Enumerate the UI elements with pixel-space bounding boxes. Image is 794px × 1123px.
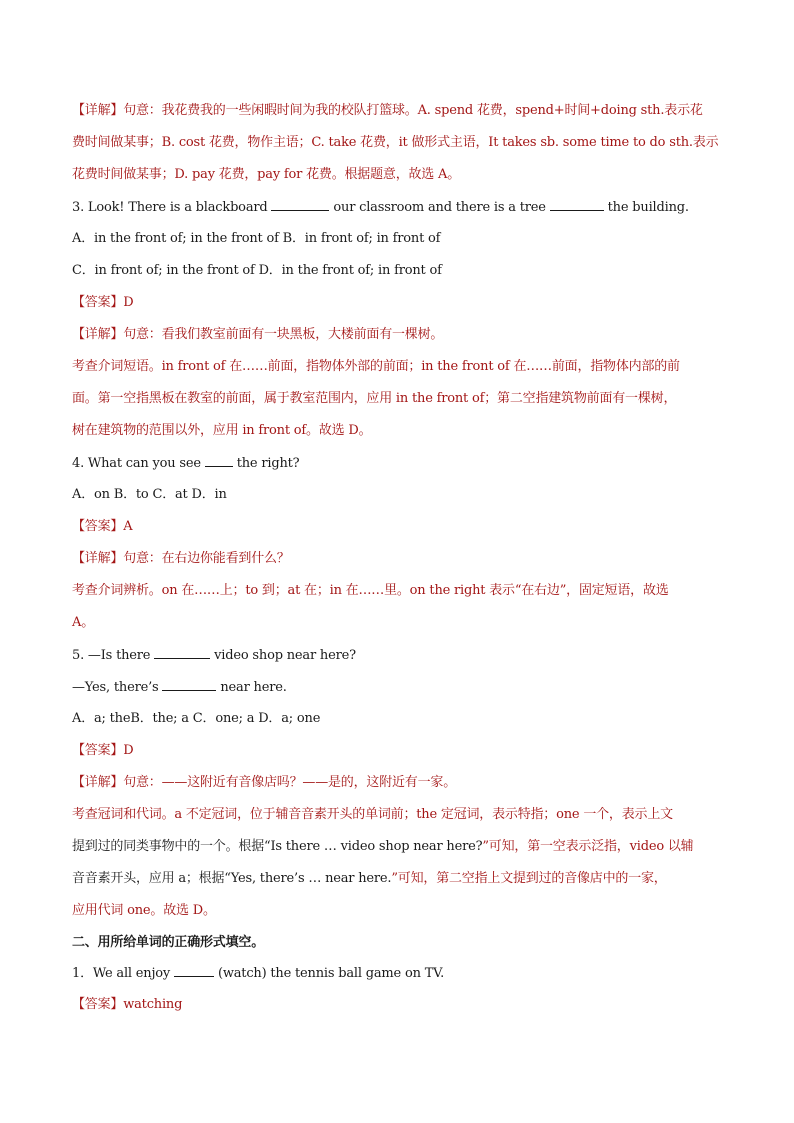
q2-detail-line-2: 费时间做某事；B. cost 花费，物作主语；C. take 花费，it 做形式主语，It takes sb. some time to do sth.表示 xyxy=(72,135,719,150)
q3-explain-2: 面。第一空指黑板在教室的前面，属于教室范围内，应用 in the front of；第二空指建筑物前面有一棵树， xyxy=(72,391,677,406)
q3-options-1: A．in the front of; in the front of B．in front of; in front of xyxy=(72,231,441,246)
q4-detail: 【详解】句意：在右边你能看到什么？ xyxy=(72,551,290,566)
q4-stem: 4. What can you see the right? xyxy=(72,456,300,471)
q2-detail-line-1: 【详解】句意：我花费我的一些闲暇时间为我的校队打篮球。A. spend 花费，spend+时间+doing sth.表示花 xyxy=(72,103,703,118)
q3-explain-3: 树在建筑物的范围以外，应用 in front of。故选 D。 xyxy=(72,423,372,438)
q5-stem-1: 5. —Is there video shop near here? xyxy=(72,648,356,663)
answer-blank xyxy=(154,646,210,659)
q3-stem: 3. Look! There is a blackboard our classroom and there is a tree the building. xyxy=(72,200,689,215)
answer-blank xyxy=(174,964,214,977)
q5-explain-3: 音音素开头，应用 a；根据“Yes, there’s … near here.”可知，第二空指上文提到过的音像店中的一家， xyxy=(72,871,667,886)
answer-blank xyxy=(205,454,233,467)
q5-explain-4: 应用代词 one。故选 D。 xyxy=(72,903,216,918)
q3-options-2: C．in front of; in the front of D．in the front of; in front of xyxy=(72,263,442,278)
answer-blank xyxy=(162,678,216,691)
answer-blank xyxy=(271,198,329,211)
q5-options: A．a; theB．the; a C．one; a D．a; one xyxy=(72,711,321,726)
q5-explain-1: 考查冠词和代词。a 不定冠词，位于辅音音素开头的单词前；the 定冠词，表示特指；one 一个，表示上文 xyxy=(72,807,673,822)
q3-answer: 【答案】D xyxy=(72,295,134,310)
q2-detail-line-3: 花费时间做某事；D. pay 花费，pay for 花费。根据题意，故选 A。 xyxy=(72,167,461,182)
q4-explain-1: 考查介词辨析。on 在……上；to 到；at 在；in 在……里。on the right 表示“在右边”，固定短语，故选 xyxy=(72,583,669,598)
q4-options: A．on B．to C．at D．in xyxy=(72,487,227,502)
detail-tag: 【详解】 xyxy=(72,103,124,118)
s1-stem: 1．We all enjoy (watch) the tennis ball game on TV. xyxy=(72,966,445,981)
q3-detail: 【详解】句意：看我们教室前面有一块黑板，大楼前面有一棵树。 xyxy=(72,327,444,342)
q5-explain-2: 提到过的同类事物中的一个。根据“Is there … video shop near here?”可知，第一空表示泛指，video 以辅 xyxy=(72,839,694,854)
q4-explain-2: A。 xyxy=(72,615,94,630)
q3-explain-1: 考查介词短语。in front of 在……前面，指物体外部的前面；in the front of 在……前面，指物体内部的前 xyxy=(72,359,680,374)
q5-answer: 【答案】D xyxy=(72,743,134,758)
q5-detail: 【详解】句意：——这附近有音像店吗？——是的，这附近有一家。 xyxy=(72,775,457,790)
q5-stem-2: —Yes, there’s near here. xyxy=(72,680,287,695)
answer-blank xyxy=(550,198,604,211)
section-2-heading: 二、用所给单词的正确形式填空。 xyxy=(72,935,265,950)
s1-answer: 【答案】watching xyxy=(72,997,183,1012)
q4-answer: 【答案】A xyxy=(72,519,133,534)
